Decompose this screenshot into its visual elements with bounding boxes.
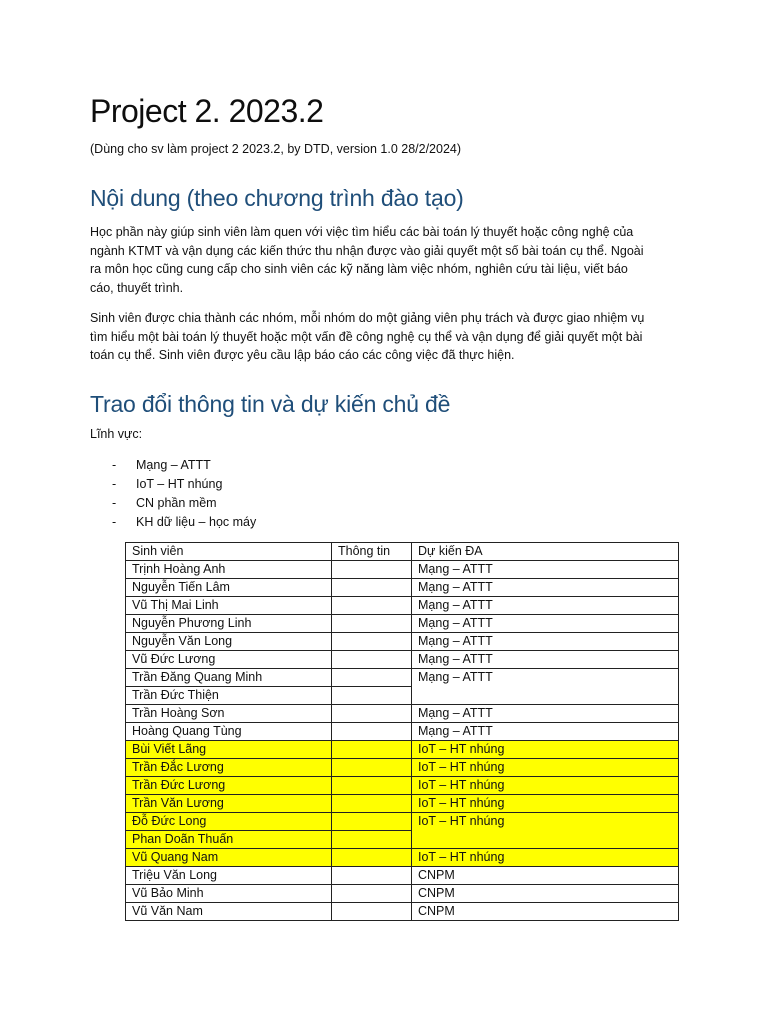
cell-student: Vũ Quang Nam — [126, 849, 332, 867]
paragraph-line: Sinh viên được chia thành các nhóm, mỗi nhóm do một giảng viên phụ trách và được giao nhiệm vụ — [90, 311, 645, 325]
list-item-label: CN phần mềm — [136, 496, 217, 510]
cell-project: CNPM — [412, 903, 679, 921]
cell-student: Triệu Văn Long — [126, 867, 332, 885]
cell-project: Mạng – ATTT — [412, 579, 679, 597]
cell-info — [332, 705, 412, 723]
table-row — [126, 633, 679, 651]
list-item-label: IoT – HT nhúng — [136, 477, 223, 491]
list-item — [90, 456, 256, 475]
cell-info — [332, 687, 412, 705]
cell-student: Nguyễn Tiến Lâm — [126, 579, 332, 597]
cell-student: Trịnh Hoàng Anh — [126, 561, 332, 579]
list-item — [90, 513, 256, 532]
header-cell-info: Thông tin — [332, 543, 412, 561]
cell-student: Trần Đức Thiện — [126, 687, 332, 705]
cell-project: IoT – HT nhúng — [412, 777, 679, 795]
cell-project: Mạng – ATTT — [412, 705, 679, 723]
cell-info — [332, 777, 412, 795]
cell-student: Nguyễn Văn Long — [126, 633, 332, 651]
student-project-table — [125, 542, 679, 921]
list-item — [90, 475, 256, 494]
table-row-highlighted — [126, 813, 679, 831]
cell-info — [332, 867, 412, 885]
table-row — [126, 885, 679, 903]
fields-label: Lĩnh vực: — [90, 427, 143, 441]
header-cell-student: Sinh viên — [126, 543, 332, 561]
cell-student: Trần Đăng Quang Minh — [126, 669, 332, 687]
cell-student: Trần Đắc Lương — [126, 759, 332, 777]
cell-project: CNPM — [412, 885, 679, 903]
cell-info — [332, 903, 412, 921]
cell-project: Mạng – ATTT — [412, 597, 679, 615]
list-item — [90, 494, 256, 513]
table-row — [126, 903, 679, 921]
dash-bullet-icon: - — [112, 477, 117, 491]
cell-info — [332, 651, 412, 669]
cell-student: Trần Văn Lương — [126, 795, 332, 813]
paragraph-line: cáo, thuyết trình. — [90, 280, 184, 295]
table-row — [126, 723, 679, 741]
table-row — [126, 579, 679, 597]
table-row — [126, 705, 679, 723]
fields-list — [90, 456, 256, 532]
table-row — [126, 669, 679, 687]
table-row-highlighted — [126, 849, 679, 867]
dash-bullet-icon: - — [112, 515, 117, 529]
paragraph-course-description — [90, 223, 680, 297]
cell-info — [332, 795, 412, 813]
section-heading-content: Nội dung (theo chương trình đào tạo) — [90, 185, 464, 211]
paragraph-line: ngành KTMT và vận dụng các kiến thức thu nhận được vào giải quyết một số bài toán cụ thể. Ngoài — [90, 243, 644, 258]
cell-student: Vũ Đức Lương — [126, 651, 332, 669]
cell-project: IoT – HT nhúng — [412, 759, 679, 777]
dash-bullet-icon: - — [112, 458, 117, 472]
cell-student: Nguyễn Phương Linh — [126, 615, 332, 633]
cell-info — [332, 741, 412, 759]
cell-project: CNPM — [412, 867, 679, 885]
paragraph-line: ra môn học cũng cung cấp cho sinh viên các kỹ năng làm việc nhóm, nghiên cứu tài liệu, viết báo — [90, 262, 628, 276]
cell-student: Vũ Bảo Minh — [126, 885, 332, 903]
paragraph-group-work — [90, 309, 680, 365]
cell-info — [332, 615, 412, 633]
cell-info — [332, 561, 412, 579]
dash-bullet-icon: - — [112, 496, 117, 510]
table-row — [126, 867, 679, 885]
table-row — [126, 561, 679, 579]
cell-info — [332, 669, 412, 687]
cell-info — [332, 813, 412, 831]
cell-student: Vũ Văn Nam — [126, 903, 332, 921]
list-item-label: Mạng – ATTT — [136, 458, 211, 472]
cell-info — [332, 633, 412, 651]
table-row — [126, 615, 679, 633]
cell-project: Mạng – ATTT — [412, 633, 679, 651]
cell-project: IoT – HT nhúng — [412, 795, 679, 813]
header-cell-project: Dự kiến ĐA — [412, 543, 679, 561]
cell-student: Bùi Viết Lãng — [126, 741, 332, 759]
table-row — [126, 597, 679, 615]
cell-student: Hoàng Quang Tùng — [126, 723, 332, 741]
cell-info — [332, 579, 412, 597]
cell-project: Mạng – ATTT — [412, 615, 679, 633]
cell-info — [332, 885, 412, 903]
cell-project: Mạng – ATTT — [412, 651, 679, 669]
table-row-highlighted — [126, 777, 679, 795]
cell-project: IoT – HT nhúng — [412, 813, 679, 849]
table-row-highlighted — [126, 795, 679, 813]
cell-project: Mạng – ATTT — [412, 669, 679, 705]
table-row — [126, 651, 679, 669]
cell-student: Phan Doãn Thuấn — [126, 831, 332, 849]
cell-info — [332, 597, 412, 615]
table-header-row — [126, 543, 679, 561]
table-row-highlighted — [126, 759, 679, 777]
cell-student: Trần Đức Lương — [126, 777, 332, 795]
cell-info — [332, 849, 412, 867]
cell-student: Vũ Thị Mai Linh — [126, 597, 332, 615]
cell-project: Mạng – ATTT — [412, 723, 679, 741]
cell-project: Mạng – ATTT — [412, 561, 679, 579]
cell-info — [332, 759, 412, 777]
cell-student: Trần Hoàng Sơn — [126, 705, 332, 723]
cell-student: Đỗ Đức Long — [126, 813, 332, 831]
list-item-label: KH dữ liệu – học máy — [136, 515, 257, 529]
cell-info — [332, 831, 412, 849]
cell-project: IoT – HT nhúng — [412, 741, 679, 759]
section-heading-topics: Trao đổi thông tin và dự kiến chủ đề — [90, 391, 451, 417]
document-title: Project 2. 2023.2 — [90, 93, 324, 129]
paragraph-line: tìm hiểu một bài toán lý thuyết hoặc một vấn đề công nghệ cụ thể và vận dụng để giải quyết một bài — [90, 329, 643, 344]
document-subtitle: (Dùng cho sv làm project 2 2023.2, by DTD, version 1.0 28/2/2024) — [90, 142, 462, 156]
paragraph-line: toán cụ thể. Sinh viên được yêu cầu lập báo cáo các công việc đã thực hiện. — [90, 348, 515, 362]
paragraph-line: Học phần này giúp sinh viên làm quen với việc tìm hiểu các bài toán lý thuyết hoặc công nghệ của — [90, 225, 634, 239]
table-row-highlighted — [126, 741, 679, 759]
cell-info — [332, 723, 412, 741]
cell-project: IoT – HT nhúng — [412, 849, 679, 867]
